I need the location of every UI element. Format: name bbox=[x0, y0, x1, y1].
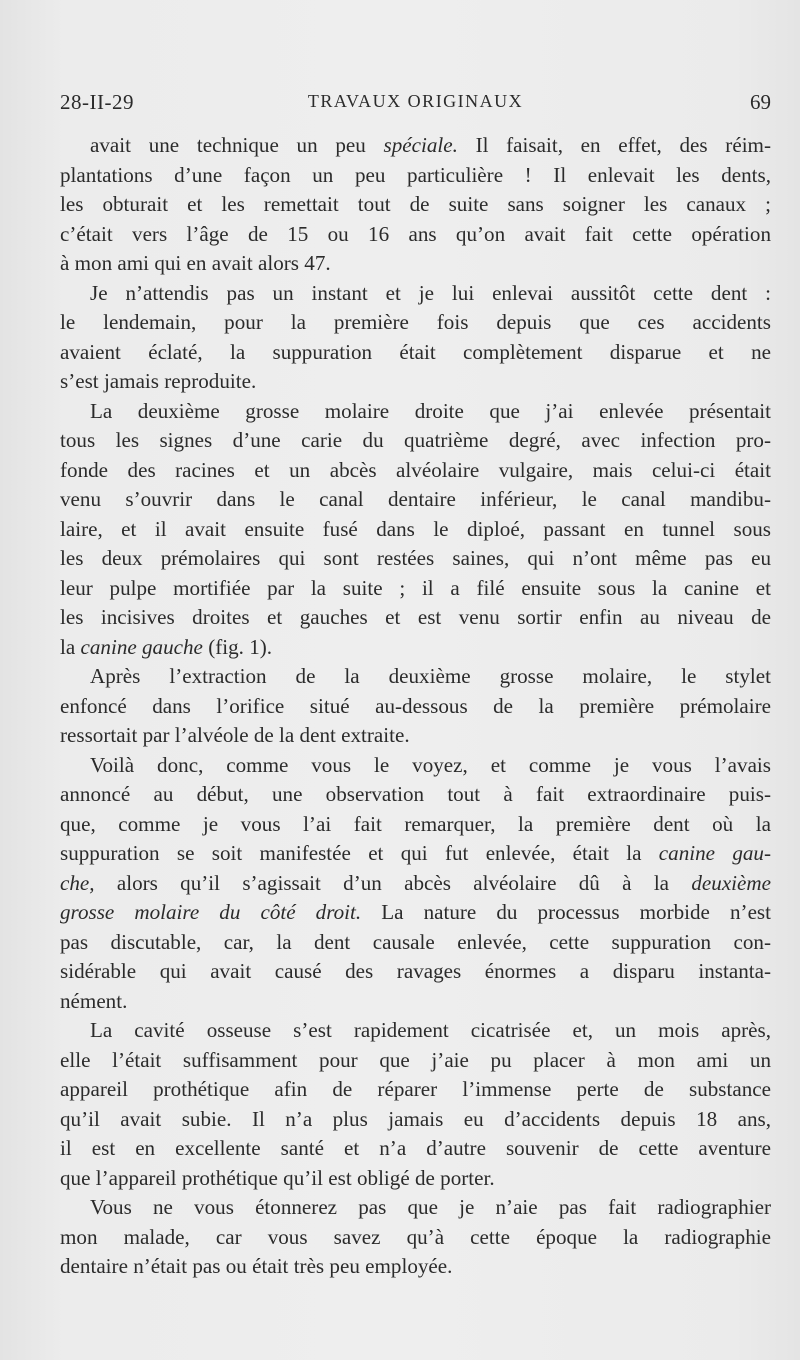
text-line bbox=[60, 515, 771, 545]
text-segment: sidérable qui avait causé des ravages énormes a disparu instanta- bbox=[60, 959, 771, 983]
text-segment: la bbox=[60, 634, 81, 659]
text-segment: ressortait par l’alvéole de la dent extraite. bbox=[60, 723, 410, 747]
paragraph bbox=[60, 131, 771, 279]
text-line bbox=[60, 1164, 771, 1194]
text-line bbox=[60, 839, 771, 869]
text-segment: mon malade, car vous savez qu’à cette époque la radiographie bbox=[60, 1224, 771, 1249]
text-segment: elle l’était suffisamment pour que j’aie pu placer à mon ami un bbox=[60, 1047, 771, 1072]
paragraph bbox=[60, 751, 771, 1017]
text-segment: Vous ne vous étonnerez pas que je n’aie pas fait radiographier bbox=[90, 1195, 771, 1219]
italic-text: grosse molaire du côté droit. bbox=[60, 900, 362, 924]
text-segment: fonde des racines et un abcès alvéolaire vulgaire, mais celui-ci était bbox=[60, 457, 771, 482]
text-line bbox=[60, 544, 771, 574]
text-segment: La deuxième grosse molaire droite que j’ai enlevée présentait bbox=[90, 398, 771, 423]
text-line bbox=[60, 751, 771, 781]
text-line bbox=[60, 1016, 771, 1046]
text-segment: que l’appareil prothétique qu’il est obligé de porter. bbox=[60, 1165, 495, 1190]
paragraph bbox=[60, 1193, 771, 1282]
italic-text: che, bbox=[60, 870, 95, 895]
text-line bbox=[60, 1193, 771, 1223]
text-line bbox=[60, 869, 771, 899]
text-line bbox=[60, 1046, 771, 1076]
text-segment: venu s’ouvrir dans le canal dentaire inférieur, le canal mandibu- bbox=[60, 487, 771, 511]
text-segment: c’était vers l’âge de 15 ou 16 ans qu’on avait fait cette opération bbox=[60, 221, 771, 246]
text-line bbox=[60, 397, 771, 427]
text-line bbox=[60, 780, 771, 810]
text-segment: dentaire n’était pas ou était très peu employée. bbox=[60, 1254, 453, 1278]
text-line bbox=[60, 898, 771, 928]
text-segment: enfoncé dans l’orifice situé au-dessous de la première prémolaire bbox=[60, 693, 771, 718]
italic-text: canine gauche bbox=[80, 634, 203, 659]
text-segment: avait une technique un peu bbox=[90, 133, 384, 157]
italic-text: deuxième bbox=[691, 870, 771, 895]
text-segment: le lendemain, pour la première fois depuis que ces accidents bbox=[60, 310, 771, 334]
text-line bbox=[60, 308, 771, 338]
text-segment: il est en excellente santé et n’a d’autre souvenir de cette aventure bbox=[60, 1136, 771, 1160]
text-line bbox=[60, 456, 771, 486]
text-segment: laire, et il avait ensuite fusé dans le diploé, passant en tunnel sous bbox=[60, 516, 771, 541]
text-line bbox=[60, 662, 771, 692]
text-line bbox=[60, 721, 771, 751]
text-segment: avaient éclaté, la suppuration était complètement disparue et ne bbox=[60, 339, 771, 364]
text-segment: que, comme je vous l’ai fait remarquer, la première dent où la bbox=[60, 811, 771, 836]
text-line bbox=[60, 485, 771, 515]
text-segment: nément. bbox=[60, 988, 128, 1013]
text-segment: pas discutable, car, la dent causale enlevée, cette suppuration con- bbox=[60, 929, 771, 954]
text-segment: alors qu’il s’agissait d’un abcès alvéolaire dû à la bbox=[94, 870, 692, 895]
italic-text: spéciale. bbox=[383, 133, 458, 157]
text-segment: La cavité osseuse s’est rapidement cicatrisée et, un mois après, bbox=[90, 1018, 771, 1042]
italic-text: canine gau- bbox=[658, 841, 771, 865]
header-date: 28-II-29 bbox=[60, 90, 134, 114]
text-line bbox=[60, 190, 771, 220]
paragraph bbox=[60, 397, 771, 663]
text-segment: leur pulpe mortifiée par la suite ; il a filé ensuite sous la canine et bbox=[60, 575, 771, 600]
text-segment: les deux prémolaires qui sont restées saines, qui n’ont même pas eu bbox=[60, 546, 771, 570]
text-line bbox=[60, 1105, 771, 1135]
page-number: 69 bbox=[750, 90, 771, 114]
text-segment: appareil prothétique afin de réparer l’immense perte de substance bbox=[60, 1077, 771, 1101]
text-line bbox=[60, 1223, 771, 1253]
text-segment: Après l’extraction de la deuxième grosse molaire, le stylet bbox=[90, 664, 771, 688]
text-line bbox=[60, 574, 771, 604]
text-line bbox=[60, 1252, 771, 1282]
page-header bbox=[60, 90, 771, 120]
paragraph bbox=[60, 279, 771, 397]
text-line bbox=[60, 279, 771, 309]
text-segment: annoncé au début, une observation tout à fait extraordinaire puis- bbox=[60, 782, 771, 806]
text-line bbox=[60, 987, 771, 1017]
text-line bbox=[60, 338, 771, 368]
text-line bbox=[60, 367, 771, 397]
paragraph bbox=[60, 662, 771, 751]
text-segment: s’est jamais reproduite. bbox=[60, 369, 257, 393]
body-text bbox=[60, 131, 771, 1282]
text-segment: La nature du processus morbide n’est bbox=[361, 900, 771, 924]
text-segment: Voilà donc, comme vous le voyez, et comme je vous l’avais bbox=[90, 752, 771, 777]
text-line bbox=[60, 1075, 771, 1105]
text-line bbox=[60, 1134, 771, 1164]
text-line bbox=[60, 220, 771, 250]
text-segment: les obturait et les remettait tout de suite sans soigner les canaux ; bbox=[60, 192, 771, 216]
text-line bbox=[60, 603, 771, 633]
text-segment: (fig. 1). bbox=[202, 634, 273, 659]
text-line bbox=[60, 692, 771, 722]
text-line bbox=[60, 426, 771, 456]
text-segment: qu’il avait subie. Il n’a plus jamais eu d’accidents depuis 18 ans, bbox=[60, 1106, 771, 1131]
text-segment: les incisives droites et gauches et est venu sortir enfin au niveau de bbox=[60, 605, 771, 629]
text-line bbox=[60, 249, 771, 279]
text-line bbox=[60, 810, 771, 840]
paragraph bbox=[60, 1016, 771, 1193]
text-line bbox=[60, 131, 771, 161]
text-line bbox=[60, 633, 771, 663]
text-line bbox=[60, 957, 771, 987]
text-line bbox=[60, 161, 771, 191]
text-segment: tous les signes d’une carie du quatrième degré, avec infection pro- bbox=[60, 428, 771, 452]
text-segment: Je n’attendis pas un instant et je lui enlevai aussitôt cette dent : bbox=[90, 280, 771, 305]
text-segment: Il faisait, en effet, des réim- bbox=[457, 133, 771, 157]
text-segment: suppuration se soit manifestée et qui fut enlevée, était la bbox=[60, 841, 659, 865]
text-segment: à mon ami qui en avait alors 47. bbox=[60, 251, 331, 275]
running-title: TRAVAUX ORIGINAUX bbox=[307, 91, 524, 111]
text-segment: plantations d’une façon un peu particulière ! Il enlevait les dents, bbox=[60, 162, 771, 187]
text-line bbox=[60, 928, 771, 958]
